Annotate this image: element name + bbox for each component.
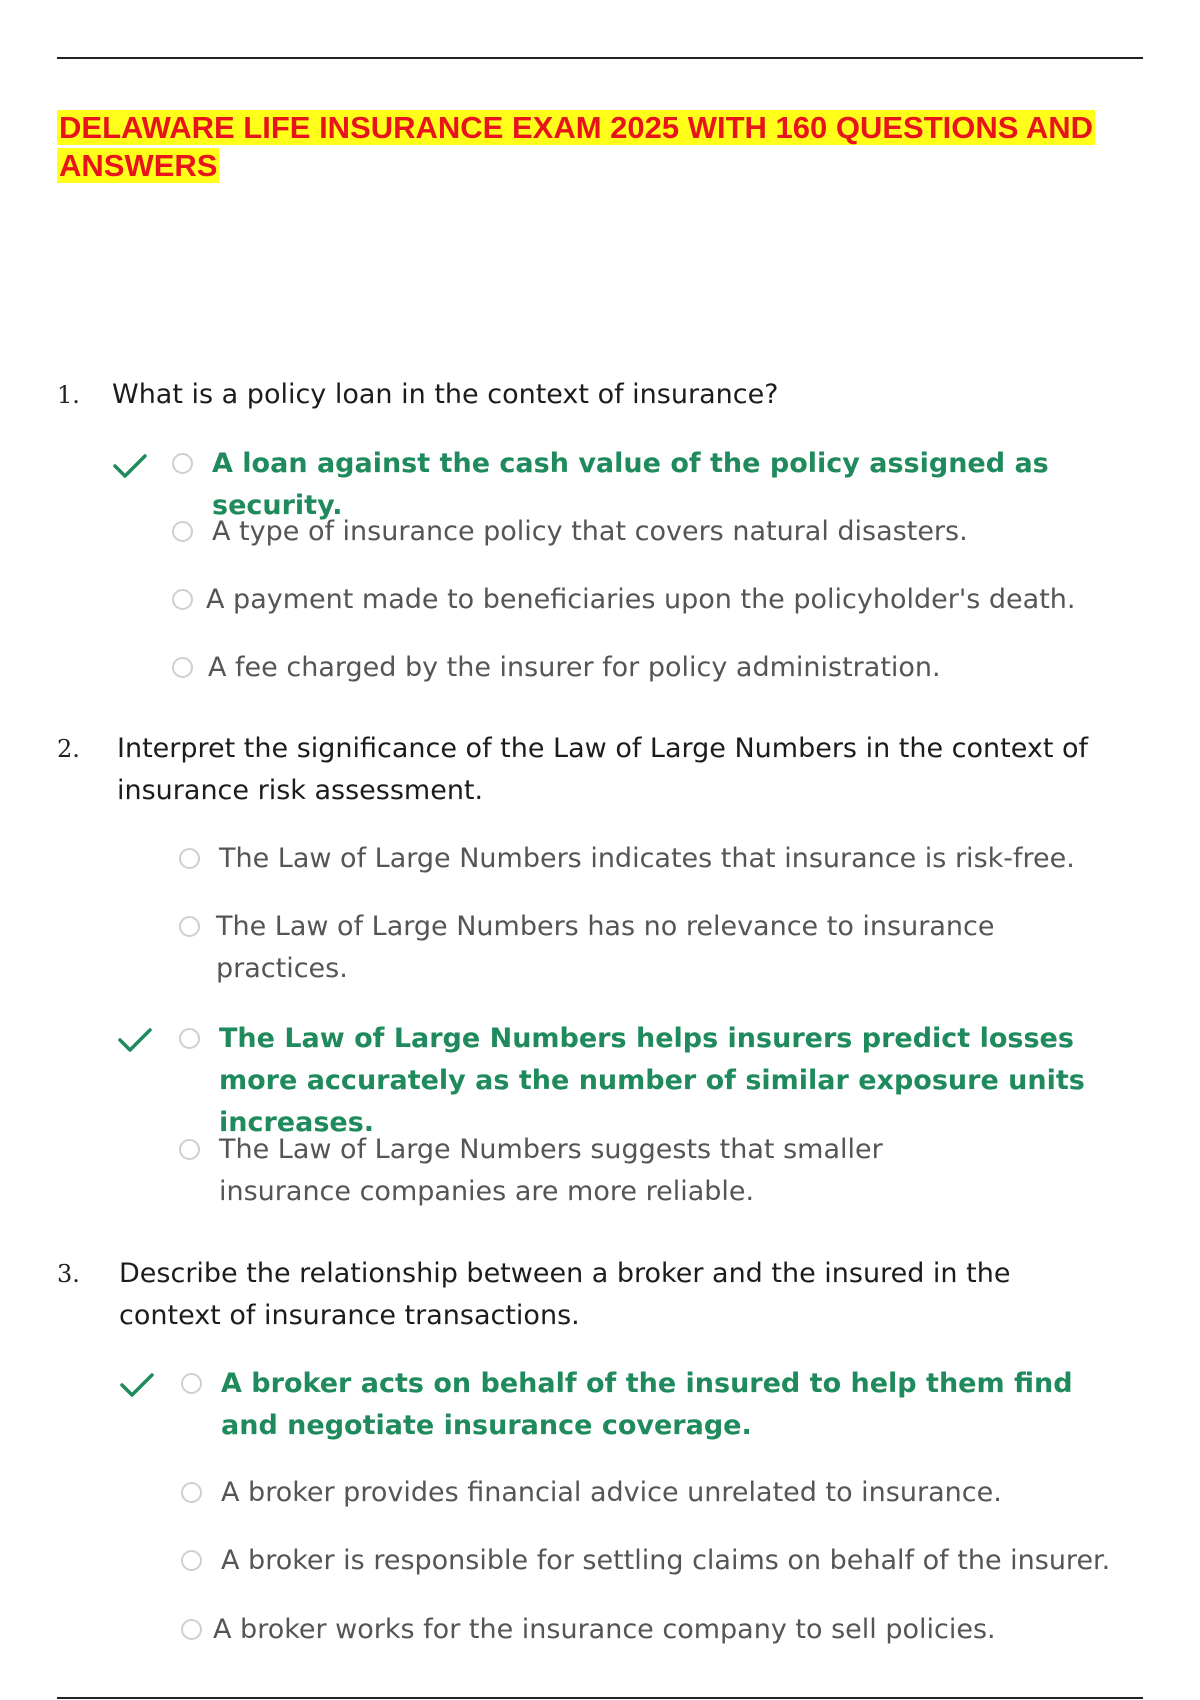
option-label: The Law of Large Numbers indicates that insurance is risk-free. [219, 843, 1075, 874]
option-label: A broker works for the insurance company to sell policies. [213, 1614, 996, 1645]
check-icon [120, 1372, 154, 1398]
document-title [57, 109, 1157, 185]
radio-button-icon[interactable] [181, 1619, 202, 1640]
option-label: A loan against the cash value of the policy assigned as security. [212, 448, 1049, 521]
radio-button-icon[interactable] [181, 1550, 202, 1571]
check-icon [118, 1027, 152, 1053]
question-3-option-4[interactable] [181, 1609, 1141, 1651]
question-3-option-2[interactable] [181, 1472, 1141, 1514]
radio-button-icon[interactable] [172, 589, 193, 610]
radio-button-icon[interactable] [179, 1139, 200, 1160]
radio-button-icon[interactable] [172, 521, 193, 542]
radio-button-icon[interactable] [181, 1373, 202, 1394]
question-3-option-3[interactable] [181, 1540, 1141, 1582]
radio-button-icon[interactable] [179, 1028, 200, 1049]
option-label: A broker is responsible for settling claims on behalf of the insurer. [221, 1545, 1111, 1576]
option-label: A payment made to beneficiaries upon the policyholder's death. [206, 584, 1076, 615]
option-label: A broker acts on behalf of the insured to help them find and negotiate insurance coverage. [221, 1368, 1073, 1441]
question-2-number: 2. [57, 735, 80, 763]
document-title-text: DELAWARE LIFE INSURANCE EXAM 2025 WITH 160 QUESTIONS AND ANSWERS [59, 110, 1094, 183]
radio-button-icon[interactable] [172, 453, 193, 474]
option-label: A type of insurance policy that covers natural disasters. [212, 516, 968, 547]
question-1-option-3[interactable] [172, 579, 1132, 621]
question-2-option-3[interactable] [179, 1018, 1119, 1144]
question-2-option-1[interactable] [179, 838, 1139, 880]
radio-button-icon[interactable] [172, 657, 193, 678]
question-1-option-2[interactable] [172, 511, 1132, 553]
radio-button-icon[interactable] [181, 1482, 202, 1503]
option-label: The Law of Large Numbers suggests that smaller insurance companies are more reliable. [219, 1134, 883, 1207]
question-2-option-4[interactable] [179, 1129, 1059, 1213]
question-1-text: What is a policy loan in the context of insurance? [112, 379, 779, 410]
bottom-rule [57, 1697, 1143, 1699]
question-1-option-4[interactable] [172, 647, 1132, 689]
question-2-text: Interpret the significance of the Law of Large Numbers in the context of insurance risk assessment. [117, 733, 1089, 806]
question-3-text: Describe the relationship between a broker and the insured in the context of insurance transactions. [119, 1258, 1011, 1331]
question-1-number: 1. [57, 381, 80, 409]
option-label: A fee charged by the insurer for policy administration. [208, 652, 941, 683]
question-3-number: 3. [57, 1260, 80, 1288]
option-label: The Law of Large Numbers has no relevance to insurance practices. [216, 911, 995, 984]
top-rule [57, 57, 1143, 59]
option-label: The Law of Large Numbers helps insurers predict losses more accurately as the number of similar exposure units increases. [219, 1023, 1085, 1138]
option-label: A broker provides financial advice unrelated to insurance. [221, 1477, 1002, 1508]
check-icon [113, 453, 147, 479]
question-3-option-1[interactable] [181, 1363, 1101, 1447]
radio-button-icon[interactable] [179, 916, 200, 937]
radio-button-icon[interactable] [179, 848, 200, 869]
question-2-option-2[interactable] [179, 906, 1059, 990]
